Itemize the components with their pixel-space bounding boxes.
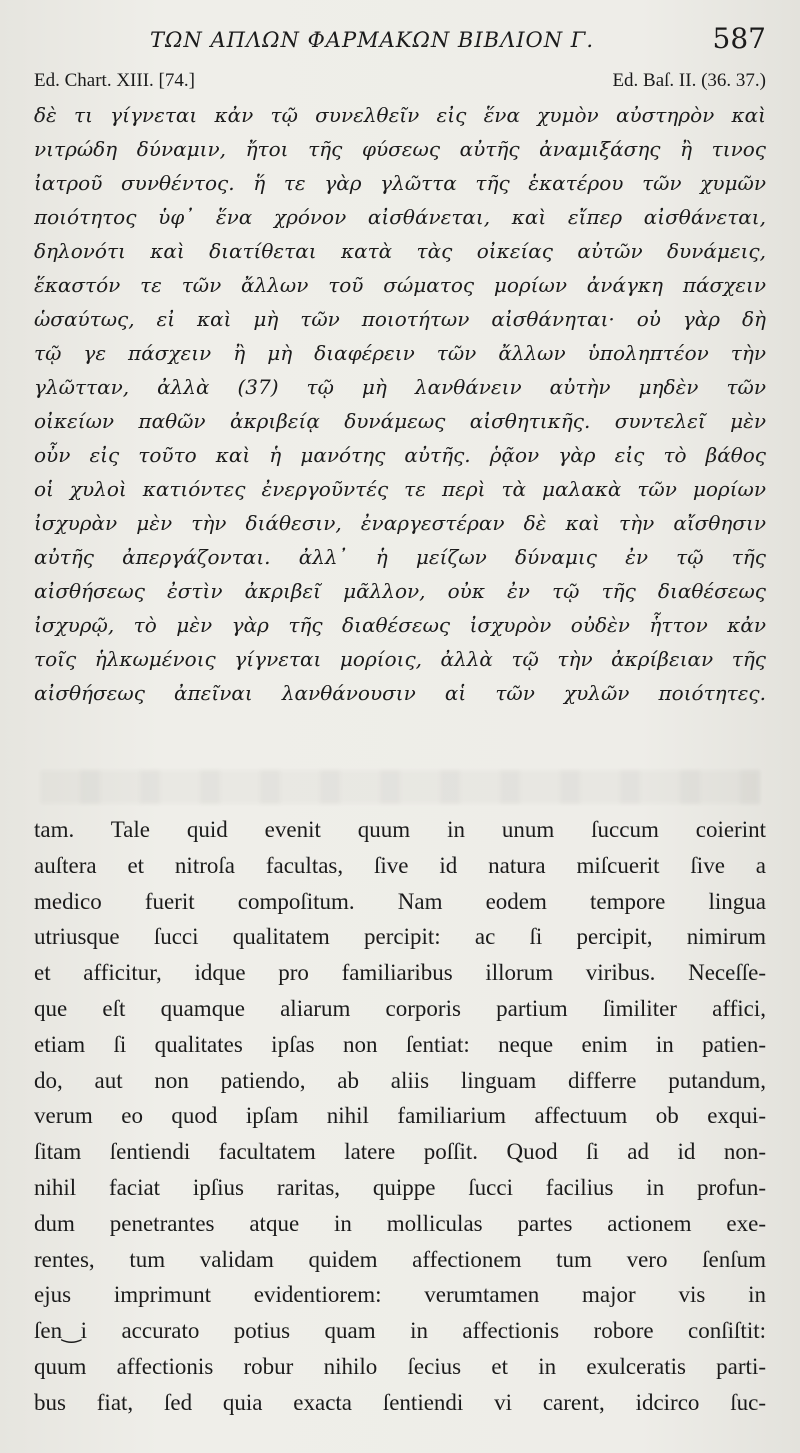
greek-text-line: αὐτῆς ἀπεργάζονται. ἀλλ᾽ ἡ μείζων δύναμις ἐν τῷ τῆς <box>34 545 766 569</box>
running-title: ΤΩΝ ΑΠΛΩΝ ΦΑΡΜΑΚΩΝ ΒΙΒΛΙΟΝ Γ. <box>150 28 595 52</box>
latin-text-line: ejus imprimunt evidentiorem: verumtamen major vis in <box>34 1282 766 1308</box>
latin-text-line: que eſt quamque aliarum corporis partium ſimiliter affici, <box>34 995 766 1021</box>
greek-text-line: οἰκείων παθῶν ἀκριβείᾳ δυνάμεως αἰσθητικῆς. συντελεῖ μὲν <box>34 409 766 433</box>
latin-text-line: etiam ſi qualitates ipſas non ſentiat: neque enim in patien- <box>34 1031 766 1057</box>
latin-text-line: do, aut non patiendo, ab aliis linguam differre putandum, <box>34 1067 766 1093</box>
greek-text-line: οὖν εἰς τοῦτο καὶ ἡ μανότης αὐτῆς. ῥᾷον γὰρ εἰς τὸ βάθος <box>34 443 766 467</box>
latin-text-line: dum penetrantes atque in molliculas partes actionem exe- <box>34 1210 766 1236</box>
latin-text-line: ſitam ſentiendi facultatem latere poſſit. Quod ſi ad id non- <box>34 1139 766 1165</box>
show-through-shadow <box>40 770 760 804</box>
greek-text-line: ἰσχυρῷ, τὸ μὲν γὰρ τῆς διαθέσεως ἰσχυρὸν οὐδὲν ἧττον κἀν <box>34 613 766 637</box>
latin-text-line: utriusque ſucci qualitatem percipit: ac ſi percipit, nimirum <box>34 924 766 950</box>
latin-text-line: medico fuerit compoſitum. Nam eodem tempore lingua <box>34 888 766 914</box>
edition-references <box>34 70 766 96</box>
greek-text-line: δὲ τι γίγνεται κἀν τῷ συνελθεῖν εἰς ἕνα χυμὸν αὐστηρὸν καὶ <box>34 103 766 127</box>
greek-text-line: ἰσχυρὰν μὲν τὴν διάθεσιν, ἐναργεστέραν δὲ καὶ τὴν αἴσθησιν <box>34 511 766 535</box>
greek-text-line: ὡσαύτως, εἰ καὶ μὴ τῶν ποιοτήτων αἰσθάνηται· οὐ γὰρ δὴ <box>34 307 766 331</box>
greek-text-line: ἕκαστόν τε τῶν ἄλλων τοῦ σώματος μορίων ἀνάγκη πάσχειν <box>34 273 766 297</box>
greek-text-block <box>34 98 766 710</box>
latin-text-block <box>34 812 766 1421</box>
latin-text-line: rentes, tum validam quidem affectionem tum vero ſenſum <box>34 1246 766 1272</box>
greek-text-line: νιτρώδη δύναμιν, ἤτοι τῆς φύσεως αὐτῆς ἀναμιξάσης ἢ τινος <box>34 137 766 161</box>
latin-text-line: nihil faciat ipſius raritas, quippe ſucci facilius in profun- <box>34 1174 766 1200</box>
greek-text-line: ποιότητος ὑφ᾽ ἕνα χρόνον αἰσθάνεται, καὶ εἴπερ αἰσθάνεται, <box>34 205 766 229</box>
latin-text-line: et afficitur, idque pro familiaribus illorum viribus. Neceſſe- <box>34 960 766 986</box>
page-number: 587 <box>712 22 766 55</box>
running-head <box>0 22 800 62</box>
edition-basel-reference: Ed. Baſ. II. (36. 37.) <box>612 70 766 91</box>
latin-text-line: bus fiat, ſed quia exacta ſentiendi vi carent, idcirco ſuc- <box>34 1389 766 1415</box>
greek-text-line: οἱ χυλοὶ κατιόντες ἐνεργοῦντές τε περὶ τὰ μαλακὰ τῶν μορίων <box>34 477 766 501</box>
latin-text-line: verum eo quod ipſam nihil familiarium affectuum ob exqui- <box>34 1103 766 1129</box>
greek-text-line: αἰσθήσεως ἀπεῖναι λανθάνουσιν αἱ τῶν χυλῶν ποιότητες. <box>34 681 766 705</box>
latin-text-line: quum affectionis robur nihilo ſecius et in exulceratis parti- <box>34 1353 766 1379</box>
greek-text-line: αἰσθήσεως ἐστὶν ἀκριβεῖ μᾶλλον, οὐκ ἐν τῷ τῆς διαθέσεως <box>34 579 766 603</box>
latin-text-line: auſtera et nitroſa facultas, ſive id natura miſcuerit ſive a <box>34 852 766 878</box>
greek-text-line: τοῖς ἡλκωμένοις γίγνεται μορίοις, ἀλλὰ τῷ τὴν ἀκρίβειαν τῆς <box>34 647 766 671</box>
greek-text-line: δηλονότι καὶ διατίθεται κατὰ τὰς οἰκείας αὐτῶν δυνάμεις, <box>34 239 766 263</box>
greek-text-line: ἰατροῦ συνθέντος. ἥ τε γὰρ γλῶττα τῆς ἑκατέρου τῶν χυμῶν <box>34 171 766 195</box>
latin-text-line: tam. Tale quid evenit quum in unum ſuccum coierint <box>34 817 766 842</box>
greek-text-line: τῷ γε πάσχειν ἢ μὴ διαφέρειν τῶν ἄλλων ὑποληπτέον τὴν <box>34 341 766 365</box>
greek-text-line: γλῶτταν, ἀλλὰ (37) τῷ μὴ λανθάνειν αὐτὴν μηδὲν τῶν <box>34 375 766 399</box>
latin-text-line: ſen‿i accurato potius quam in affectionis robore conſiſtit: <box>34 1318 766 1344</box>
edition-chartier-reference: Ed. Chart. XIII. [74.] <box>34 70 195 91</box>
